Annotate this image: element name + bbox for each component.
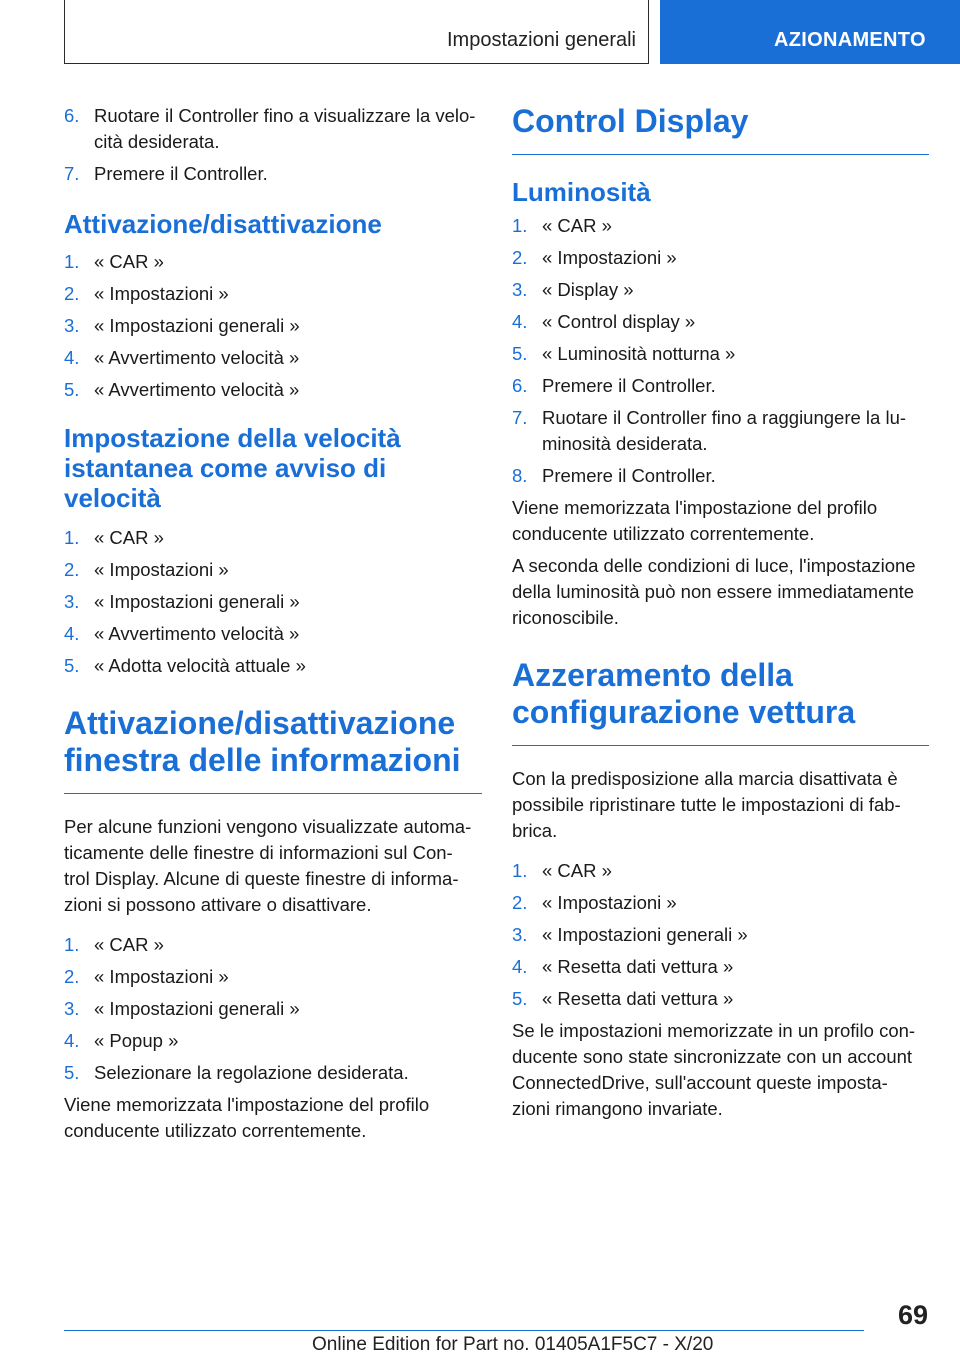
reset-steps <box>512 858 929 1012</box>
step-number: 5. <box>64 655 80 676</box>
step-text: « Impostazioni » <box>94 283 229 304</box>
step-number: 5. <box>64 1062 80 1083</box>
step-text: « Impostazioni » <box>94 966 229 987</box>
step-item <box>64 932 482 958</box>
step-item <box>64 313 482 339</box>
info-window-intro: Per alcune funzioni vengono visualizzate automa- ticamente delle finestre di informazioni sul Con- trol Display. Alcune di queste finestre di informa- zioni si possono attivare o disattivare. <box>64 816 472 915</box>
step-number: 3. <box>64 998 80 1019</box>
intro-steps <box>64 103 482 187</box>
activation-steps <box>64 249 482 403</box>
step-text: « Popup » <box>94 1030 179 1051</box>
step-number: 2. <box>64 966 80 987</box>
step-text: Premere il Controller. <box>542 465 716 486</box>
step-number: 4. <box>64 1030 80 1051</box>
step-number: 3. <box>64 591 80 612</box>
step-text: « Resetta dati vettura » <box>542 988 734 1009</box>
step-number: 4. <box>64 623 80 644</box>
step-item <box>64 964 482 990</box>
step-item <box>512 309 929 335</box>
step-item <box>64 653 482 679</box>
step-item <box>64 996 482 1022</box>
brightness-note-light: A seconda delle condizioni di luce, l'impostazione della luminosità può non essere immediatamente riconoscibile. <box>512 555 916 628</box>
step-number: 2. <box>512 247 528 268</box>
step-number: 4. <box>512 311 528 332</box>
step-item <box>512 341 929 367</box>
step-number: 1. <box>512 860 528 881</box>
step-item <box>512 213 929 239</box>
step-text: « Luminosità notturna » <box>542 343 736 364</box>
step-number: 4. <box>64 347 80 368</box>
subsection-title-brightness: Luminosità <box>512 177 651 207</box>
step-item <box>512 890 929 916</box>
step-number: 3. <box>512 924 528 945</box>
step-text: Ruotare il Controller fino a raggiungere la lu- minosità desiderata. <box>542 407 907 454</box>
step-text: « CAR » <box>542 215 612 236</box>
step-text: « Impostazioni generali » <box>94 998 300 1019</box>
step-item <box>64 1028 482 1054</box>
step-item <box>512 922 929 948</box>
step-item <box>64 621 482 647</box>
step-item <box>64 589 482 615</box>
step-number: 2. <box>64 283 80 304</box>
info-window-steps <box>64 932 482 1086</box>
step-text: « CAR » <box>542 860 612 881</box>
step-number: 3. <box>512 279 528 300</box>
step-number: 1. <box>64 527 80 548</box>
step-text: « Display » <box>542 279 634 300</box>
step-text: « Impostazioni generali » <box>94 591 300 612</box>
speed-warning-steps <box>64 525 482 679</box>
step-item <box>512 373 929 399</box>
step-text: « Adotta velocità attuale » <box>94 655 306 676</box>
step-number: 5. <box>512 988 528 1009</box>
step-text: « Impostazioni generali » <box>542 924 748 945</box>
step-number: 1. <box>64 251 80 272</box>
step-item <box>64 377 482 403</box>
brightness-steps <box>512 213 929 489</box>
footer-divider <box>64 1330 864 1331</box>
step-item <box>512 986 929 1012</box>
reset-intro: Con la predisposizione alla marcia disattivata è possibile ripristinare tutte le impostazioni di fab- brica. <box>512 768 901 841</box>
step-text: « Impostazioni » <box>542 892 677 913</box>
step-text: Premere il Controller. <box>94 163 268 184</box>
step-text: « Impostazioni » <box>94 559 229 580</box>
step-item <box>512 245 929 271</box>
step-text: « CAR » <box>94 527 164 548</box>
brightness-note-profile: Viene memorizzata l'impostazione del profilo conducente utilizzato correntemente. <box>512 497 878 544</box>
reset-note: Se le impostazioni memorizzate in un profilo con- ducente sono state sincronizzate con un account ConnectedDrive, sull'account queste imposta- zioni rimangono invariate. <box>512 1020 916 1119</box>
step-item <box>64 249 482 275</box>
step-item <box>512 277 929 303</box>
step-number: 8. <box>512 465 528 486</box>
step-number: 1. <box>64 934 80 955</box>
header-chapter-title: AZIONAMENTO <box>774 29 926 51</box>
step-text: Premere il Controller. <box>542 375 716 396</box>
left-column <box>64 103 482 1144</box>
step-item <box>64 161 482 187</box>
section-title-speed-warning: Impostazione della velocità istantanea come avviso di velocità <box>64 423 401 513</box>
step-item <box>512 405 929 457</box>
step-text: « Avvertimento velocità » <box>94 623 300 644</box>
step-number: 5. <box>512 343 528 364</box>
step-item <box>64 345 482 371</box>
section-title-activation: Attivazione/disattivazione <box>64 209 382 239</box>
header-section-title: Impostazioni generali <box>447 29 636 51</box>
step-text: Ruotare il Controller fino a visualizzare la velo- cità desiderata. <box>94 105 476 152</box>
step-text: Selezionare la regolazione desiderata. <box>94 1062 409 1083</box>
section-title-control-display: Control Display <box>512 103 929 155</box>
step-number: 2. <box>64 559 80 580</box>
step-number: 2. <box>512 892 528 913</box>
step-text: « CAR » <box>94 251 164 272</box>
step-number: 7. <box>512 407 528 428</box>
step-text: « CAR » <box>94 934 164 955</box>
step-number: 6. <box>64 105 80 126</box>
step-text: « Impostazioni generali » <box>94 315 300 336</box>
step-item <box>512 954 929 980</box>
step-item <box>64 1060 482 1086</box>
step-number: 3. <box>64 315 80 336</box>
step-item <box>512 858 929 884</box>
step-number: 6. <box>512 375 528 396</box>
step-item <box>512 463 929 489</box>
step-item <box>64 103 482 155</box>
step-number: 1. <box>512 215 528 236</box>
right-column <box>512 103 929 1122</box>
info-window-note: Viene memorizzata l'impostazione del profilo conducente utilizzato correntemente. <box>64 1094 430 1141</box>
step-text: « Resetta dati vettura » <box>542 956 734 977</box>
step-number: 4. <box>512 956 528 977</box>
section-title-info-window: Attivazione/disattivazione finestra delle informazioni <box>64 705 482 794</box>
header-section-box <box>64 0 649 64</box>
step-text: « Control display » <box>542 311 696 332</box>
step-text: « Avvertimento velocità » <box>94 379 300 400</box>
header-chapter-tab <box>660 0 960 64</box>
step-item <box>64 281 482 307</box>
step-item <box>64 557 482 583</box>
step-text: « Impostazioni » <box>542 247 677 268</box>
step-number: 5. <box>64 379 80 400</box>
section-title-reset-config: Azzeramento della configurazione vettura <box>512 657 929 746</box>
step-text: « Avvertimento velocità » <box>94 347 300 368</box>
page-number: 69 <box>897 1300 928 1330</box>
step-item <box>64 525 482 551</box>
footer-edition: Online Edition for Part no. 01405A1F5C7 - X/20 <box>312 1334 714 1355</box>
step-number: 7. <box>64 163 80 184</box>
